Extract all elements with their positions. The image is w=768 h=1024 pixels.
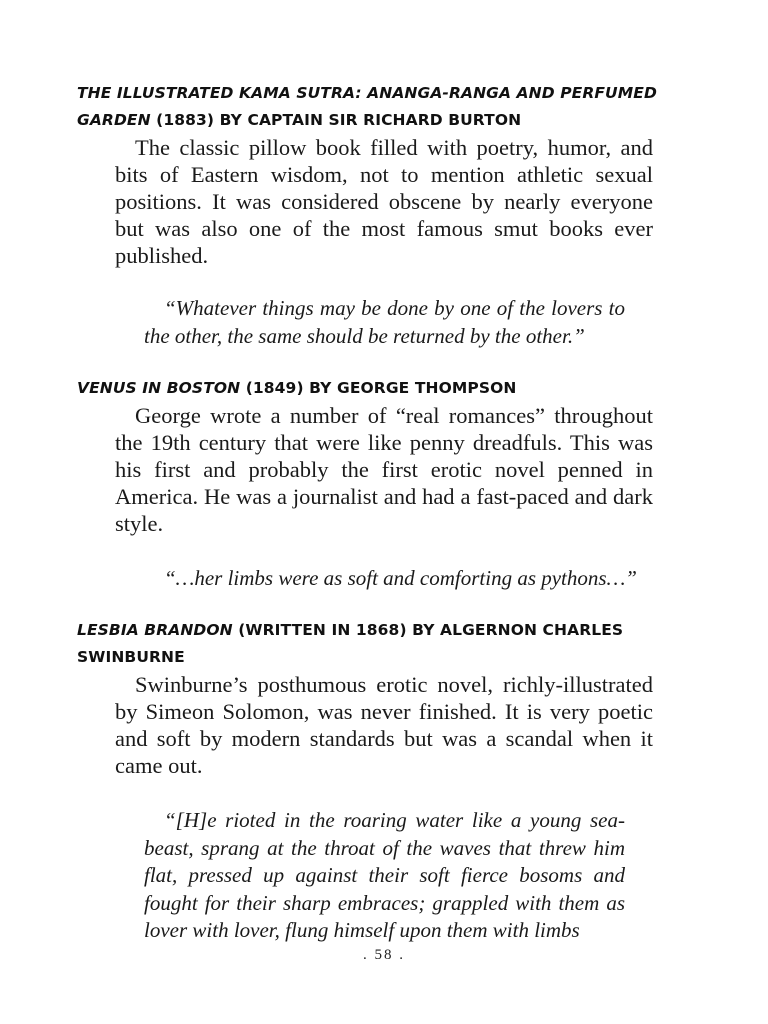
entry-description: George wrote a number of “real romances” throughout the 19th century that were like penny dreadfuls. This was his first and probably the first erotic novel penned in America. He was a journalist and had a fast-paced and dark style. [115,403,653,536]
entry-meta: (WRITTEN IN 1868) BY ALGERNON CHARLES SWINBURNE [77,621,624,666]
entry-quote: “…her limbs were as soft and comforting as pythons…” [164,566,637,590]
entry-description: Swinburne’s posthumous erotic novel, richly-illustrated by Simeon Solomon, was never finished. It is very poetic and soft by modern standards but was a scandal when it came out. [115,672,653,778]
entry-heading [77,617,657,671]
entry-title: THE ILLUSTRATED KAMA SUTRA: ANANGA-RANGA AND PERFUMED GARDEN [77,84,657,129]
entry-title: LESBIA BRANDON [77,621,233,639]
entry-meta: (1849) BY GEORGE THOMPSON [240,379,517,397]
book-entry [77,617,657,945]
entry-title: VENUS IN BOSTON [77,379,241,397]
book-entry [77,375,657,593]
entry-description: The classic pillow book filled with poetry, humor, and bits of Eastern wisdom, not to mention athletic sexual positions. It was considered obscene by nearly everyone but was also one of the most famous smut books ever published. [115,135,653,268]
entry-quote: “[H]e rioted in the roaring water like a young sea-beast, sprang at the throat of the waves that threw him flat, pressed up against their soft fierce bosoms and fought for their sharp embraces; grappled with them as lover with lover, flung himself upon them with limbs [144,808,625,942]
entry-heading [77,80,657,134]
page-number: . 58 . [363,947,405,963]
entry-heading [77,375,657,402]
entry-quote: “Whatever things may be done by one of the lovers to the other, the same should be returned by the other.” [144,296,625,348]
book-entry [77,80,657,350]
entry-meta: (1883) BY CAPTAIN SIR RICHARD BURTON [150,111,522,129]
